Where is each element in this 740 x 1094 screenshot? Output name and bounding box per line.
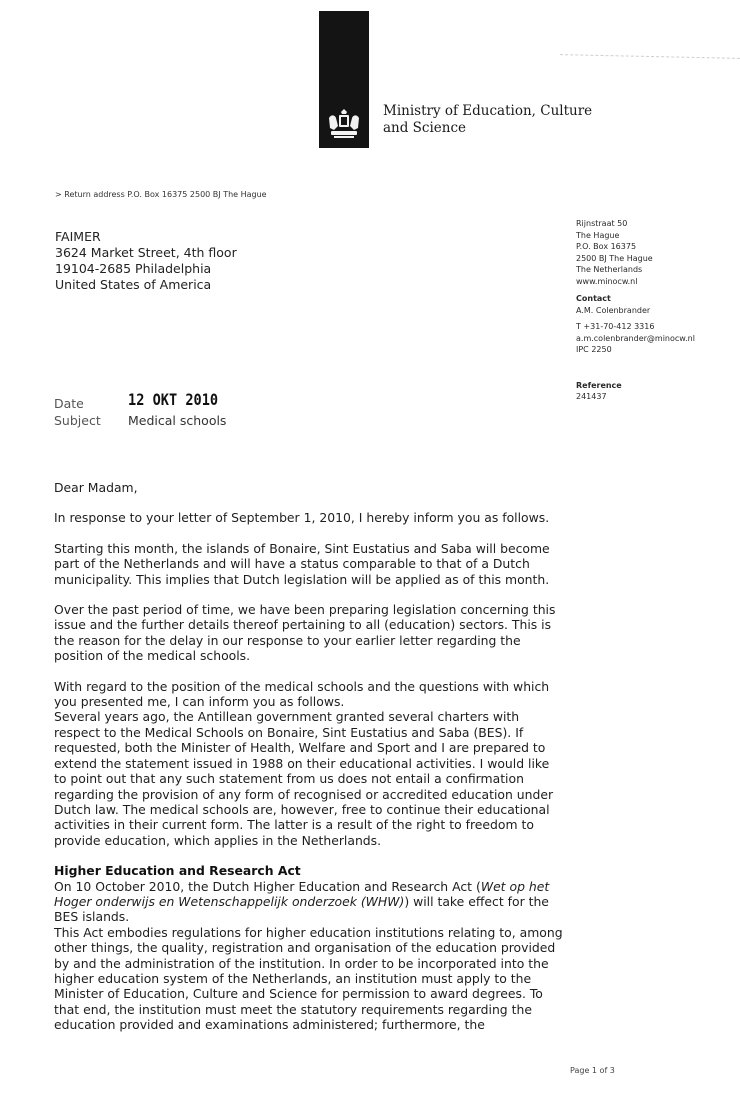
scan-artifact-line — [560, 54, 740, 60]
ministry-name: Ministry of Education, Culture and Science — [383, 103, 593, 136]
page-number: Page 1 of 3 — [570, 1066, 615, 1075]
subject-row — [54, 412, 234, 429]
section-heading: Higher Education and Research Act — [54, 863, 301, 879]
subject-value: Medical schools — [128, 413, 227, 428]
recipient-address — [55, 229, 237, 293]
sender-address-line: Rijnstraat 50 — [576, 219, 628, 228]
reference-label: Reference — [576, 380, 622, 390]
recipient-line: United States of America — [55, 277, 212, 292]
date-row — [54, 390, 234, 412]
paragraph: Several years ago, the Antillean government granted several charters with respect to the Medical Schools on Bonaire, Sint Eustatius and Saba (BES). If requested, both the Minister of Health, Welfare and Sport and I are prepared to extend the statement issued in 1988 on their educational activities. I would like to point out that any such statement from us does not entail a confirmation regarding the provision of any form of recognised or accredited education under Dutch law. The medical schools are, however, free to continue their educational activities in their current form. The latter is a result of the right to freedom to provide education, which applies in the Netherlands. — [54, 709, 554, 848]
dutch-act-name: Wet op het Hoger onderwijs en Wetenschappelijk onderzoek (WHW) — [54, 878, 550, 909]
paragraph: This Act embodies regulations for higher education institutions relating to, among other things, the quality, registration and organisation of the education provided by and the administration of the institution. In order to be incorporated into the higher education system of the Netherlands, an institution must apply to the Minister of Education, Culture and Science for permission to award degrees. To that end, the institution must meet the statutory requirements regarding the education provided and examinations administered; furthermore, the — [54, 924, 563, 1033]
recipient-line: FAIMER — [55, 229, 101, 244]
ministry-logo-bar — [319, 11, 369, 148]
sender-address-line: The Netherlands — [576, 265, 643, 274]
sender-address-line: P.O. Box 16375 — [576, 242, 637, 251]
paragraph: In response to your letter of September 1, 2010, I hereby inform you as follows. — [54, 510, 550, 526]
letter-meta — [54, 390, 234, 429]
date-label: Date — [54, 396, 84, 411]
contact-phone: T +31-70-412 3316 — [576, 322, 655, 331]
subject-label: Subject — [54, 413, 101, 428]
date-stamp: 12 OKT 2010 — [128, 390, 219, 409]
paragraph: On 10 October 2010, the Dutch Higher Education and Research Act (Wet op het Hoger onderwijs en Wetenschappelijk onderzoek (WHW)) will take effect for the BES islands. — [54, 878, 550, 925]
dutch-coat-of-arms-icon — [325, 108, 363, 140]
return-address: > Return address P.O. Box 16375 2500 BJ The Hague — [55, 190, 267, 199]
paragraph: Over the past period of time, we have been preparing legislation concerning this issue and the further details thereof pertaining to all (education) sectors. This is the reason for the delay in our response to your earlier letter regarding the position of the medical schools. — [54, 602, 556, 664]
contact-ipc: IPC 2250 — [576, 345, 612, 354]
contact-name: A.M. Colenbrander — [576, 305, 651, 315]
salutation: Dear Madam, — [54, 480, 138, 495]
sender-address-line: 2500 BJ The Hague — [576, 253, 653, 263]
paragraph: Starting this month, the islands of Bonaire, Sint Eustatius and Saba will become part of the Netherlands and will have a status comparable to that of a Dutch municipality. This implies that Dutch legislation will be applied as of this month. — [54, 540, 550, 587]
sender-address-line: The Hague — [576, 230, 620, 240]
reference-value: 241437 — [576, 392, 607, 401]
recipient-line: 3624 Market Street, 4th floor — [55, 245, 237, 260]
recipient-line: 19104-2685 Philadelphia — [55, 261, 212, 276]
sender-website: www.minocw.nl — [576, 276, 638, 286]
contact-label: Contact — [576, 294, 611, 303]
letter-body — [54, 480, 564, 1033]
sender-sidebar — [576, 218, 740, 403]
paragraph: With regard to the position of the medical schools and the questions with which you presented me, I can inform you as follows. — [54, 678, 550, 710]
contact-email: a.m.colenbrander@minocw.nl — [576, 333, 695, 343]
